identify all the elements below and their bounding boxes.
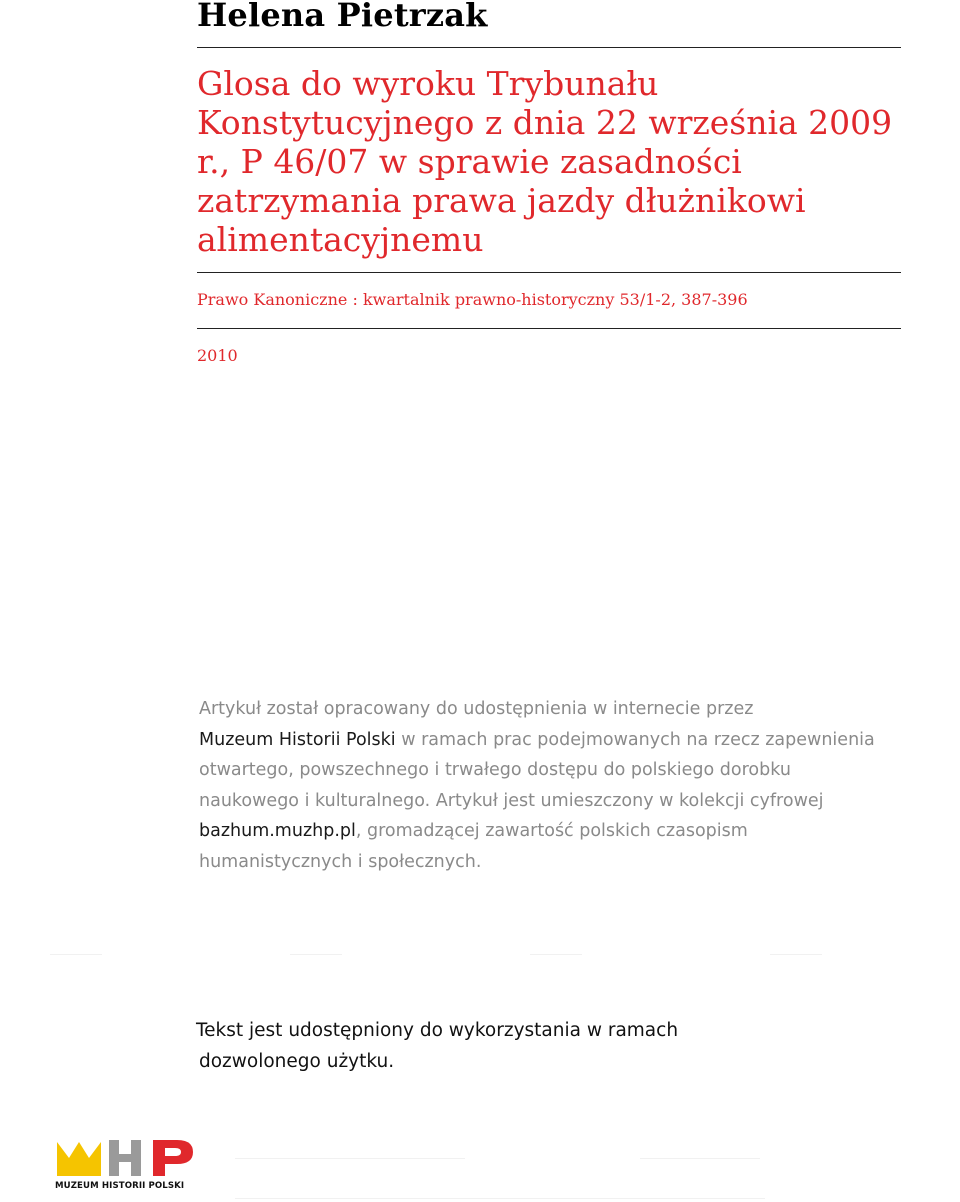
collection-link[interactable]: bazhum.muzhp.pl — [199, 821, 356, 841]
scan-artifact-line — [770, 954, 822, 955]
scan-artifact-line — [290, 954, 342, 955]
divider-bottom — [197, 328, 901, 329]
logo-yellow-mark — [57, 1142, 101, 1176]
logo-red-mark — [153, 1140, 193, 1176]
publication-year: 2010 — [197, 346, 238, 365]
notice-text-2: w ramach prac podejmowanych na rzecz zapewnienia otwartego, powszechnego i trwałego dostępu do polskiego dorobku naukowego i kulturalnego. Artykuł jest umieszczony w kolekcji cyfrowej — [199, 729, 875, 811]
journal-citation: Prawo Kanoniczne : kwartalnik prawno-historyczny 53/1-2, 387-396 — [197, 290, 748, 309]
digitization-notice — [199, 694, 889, 877]
divider-middle — [197, 272, 901, 273]
scan-artifact-line — [235, 1198, 765, 1199]
scan-artifact-line — [235, 1158, 465, 1159]
scan-artifact-line — [50, 954, 102, 955]
author-name: Helena Pietrzak — [197, 0, 488, 34]
scan-artifact-line — [640, 1158, 760, 1159]
license-line-2: dozwolonego użytku. — [199, 1051, 395, 1072]
article-title: Glosa do wyroku Trybunału Konstytucyjnego z dnia 22 września 2009 r., P 46/07 w sprawie zasadności zatrzymania prawa jazdy dłużnikowi alimentacyjnemu — [197, 64, 893, 259]
institution-name: Muzeum Historii Polski — [199, 729, 396, 750]
license-line-1: Tekst jest udostępniony do wykorzystania w ramach — [196, 1020, 679, 1041]
notice-text-3: , gromadzącej zawartość polskich czasopism humanistycznych i społecznych. — [199, 821, 748, 872]
logo-caption: MUZEUM HISTORII POLSKI — [55, 1181, 185, 1191]
notice-text-1: Artykuł został opracowany do udostępnienia w internecie przez — [199, 699, 754, 719]
divider-top — [197, 47, 901, 48]
scan-artifact-line — [530, 954, 582, 955]
license-statement — [196, 1015, 716, 1077]
